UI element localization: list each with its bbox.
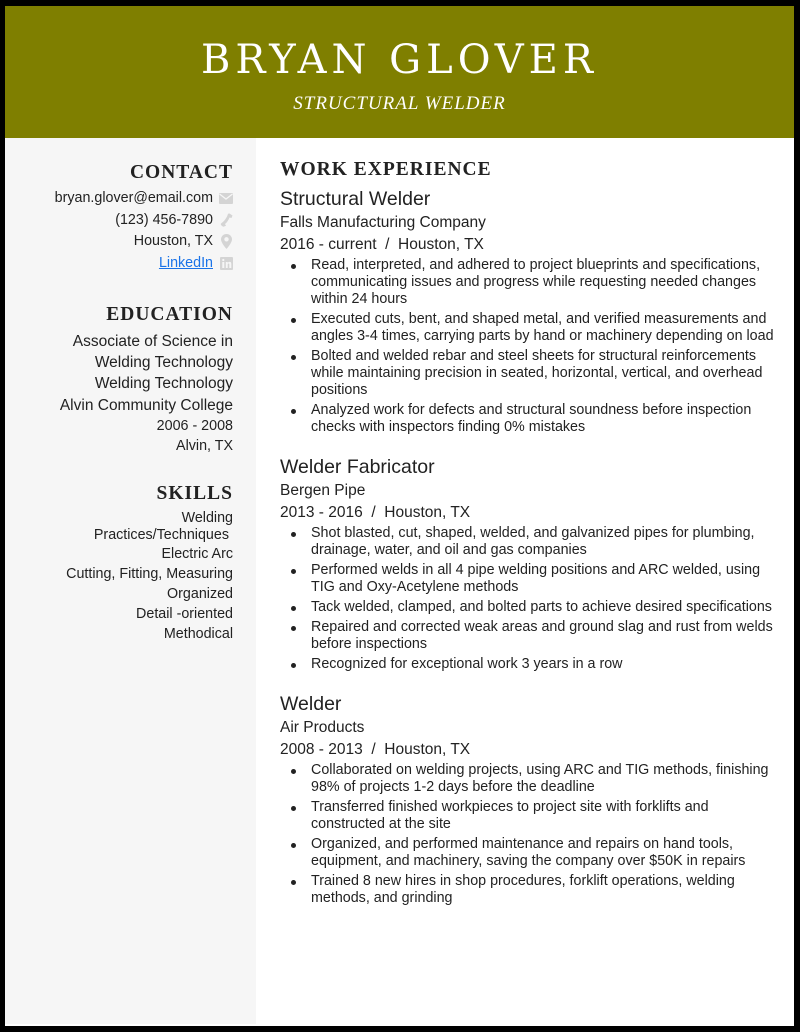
skill-item: Methodical	[163, 626, 233, 642]
candidate-title: STRUCTURAL WELDER	[293, 93, 506, 114]
job-company: Falls Manufacturing Company	[280, 214, 486, 231]
skill-item: Practices/Techniques	[93, 527, 229, 543]
job-bullet: Recognized for exceptional work 3 years in a row	[280, 656, 774, 673]
phone-icon	[219, 213, 233, 227]
contact-heading: CONTACT	[129, 162, 233, 183]
education-location: Alvin, TX	[176, 438, 233, 454]
job-company: Air Products	[280, 719, 365, 736]
location-text: Houston, TX	[133, 233, 213, 249]
education-dates: 2006 - 2008	[156, 418, 233, 434]
resume-header	[5, 6, 794, 138]
job-company: Bergen Pipe	[280, 482, 366, 499]
candidate-name: BRYAN GLOVER	[201, 37, 598, 83]
job-entry	[280, 186, 774, 436]
linkedin-link[interactable]: LinkedIn	[158, 254, 213, 271]
job-bullets	[280, 762, 774, 907]
job-bullet: Executed cuts, bent, and shaped metal, and verified measurements and angles 3-4 times, carrying parts by hand or machinery depending on load	[280, 311, 774, 345]
skill-item: Cutting, Fitting, Measuring	[66, 566, 233, 582]
job-bullet: Trained 8 new hires in shop procedures, forklift operations, welding methods, and grinding	[280, 873, 774, 907]
job-bullets	[280, 257, 774, 436]
email-text[interactable]: bryan.glover@email.com	[54, 190, 213, 206]
skill-item: Detail -oriented	[136, 606, 233, 622]
education-section	[5, 303, 233, 456]
degree-line-2: Welding Technology	[94, 354, 233, 371]
contact-linkedin	[5, 253, 233, 275]
skill-item: Electric Arc	[161, 546, 233, 562]
envelope-icon	[219, 192, 233, 206]
job-bullet: Analyzed work for defects and structural soundness before inspection checks with inspectors finding 0% mistakes	[280, 402, 774, 436]
contact-phone	[5, 210, 233, 232]
education-school: Alvin Community College	[59, 397, 233, 414]
job-bullet: Repaired and corrected weak areas and ground slag and rust from welds before inspections	[280, 619, 774, 653]
map-pin-icon	[219, 235, 233, 249]
skill-item: Welding	[181, 510, 233, 526]
job-entry	[280, 691, 774, 907]
contact-section	[5, 138, 233, 274]
job-bullet: Collaborated on welding projects, using ARC and TIG methods, finishing 98% of projects 1-2 days before the deadline	[280, 762, 774, 796]
education-heading: EDUCATION	[106, 304, 233, 325]
education-field: Welding Technology	[94, 375, 233, 392]
job-bullet: Performed welds in all 4 pipe welding positions and ARC welded, using TIG and Oxy-Acetylene methods	[280, 562, 774, 596]
job-bullet: Organized, and performed maintenance and repairs on hand tools, equipment, and machinery, saving the company over $50K in repairs	[280, 836, 774, 870]
job-meta: 2016 - current / Houston, TX	[280, 236, 484, 253]
sidebar	[5, 138, 256, 1024]
degree-line-1: Associate of Science in	[72, 333, 233, 350]
skills-heading: SKILLS	[156, 483, 233, 504]
contact-email	[5, 188, 233, 210]
phone-text[interactable]: (123) 456-7890	[115, 211, 213, 228]
job-title: Structural Welder	[280, 188, 431, 210]
job-bullet: Transferred finished workpieces to project site with forklifts and constructed at the site	[280, 799, 774, 833]
job-bullets	[280, 525, 774, 673]
job-title: Welder	[280, 693, 342, 715]
job-entry	[280, 454, 774, 673]
job-bullet: Bolted and welded rebar and steel sheets for structural reinforcements while maintaining precision in seated, horizontal, vertical, and overhead positions	[280, 348, 774, 399]
job-meta: 2008 - 2013 / Houston, TX	[280, 741, 471, 758]
contact-location	[5, 231, 233, 253]
job-title: Welder Fabricator	[280, 456, 435, 478]
main-content	[280, 138, 774, 910]
job-bullet: Shot blasted, cut, shaped, welded, and galvanized pipes for plumbing, drainage, water, and oil and gas companies	[280, 525, 774, 559]
skill-item: Organized	[167, 586, 233, 602]
work-experience-heading: WORK EXPERIENCE	[280, 159, 492, 180]
job-bullet: Read, interpreted, and adhered to project blueprints and specifications, communicating issues and progress while requesting needed changes within 24 hours	[280, 257, 774, 308]
job-meta: 2013 - 2016 / Houston, TX	[280, 504, 471, 521]
resume-page	[5, 6, 794, 1026]
job-bullet: Tack welded, clamped, and bolted parts to achieve desired specifications	[280, 599, 774, 616]
linkedin-icon	[219, 256, 233, 270]
skills-section	[5, 482, 233, 644]
